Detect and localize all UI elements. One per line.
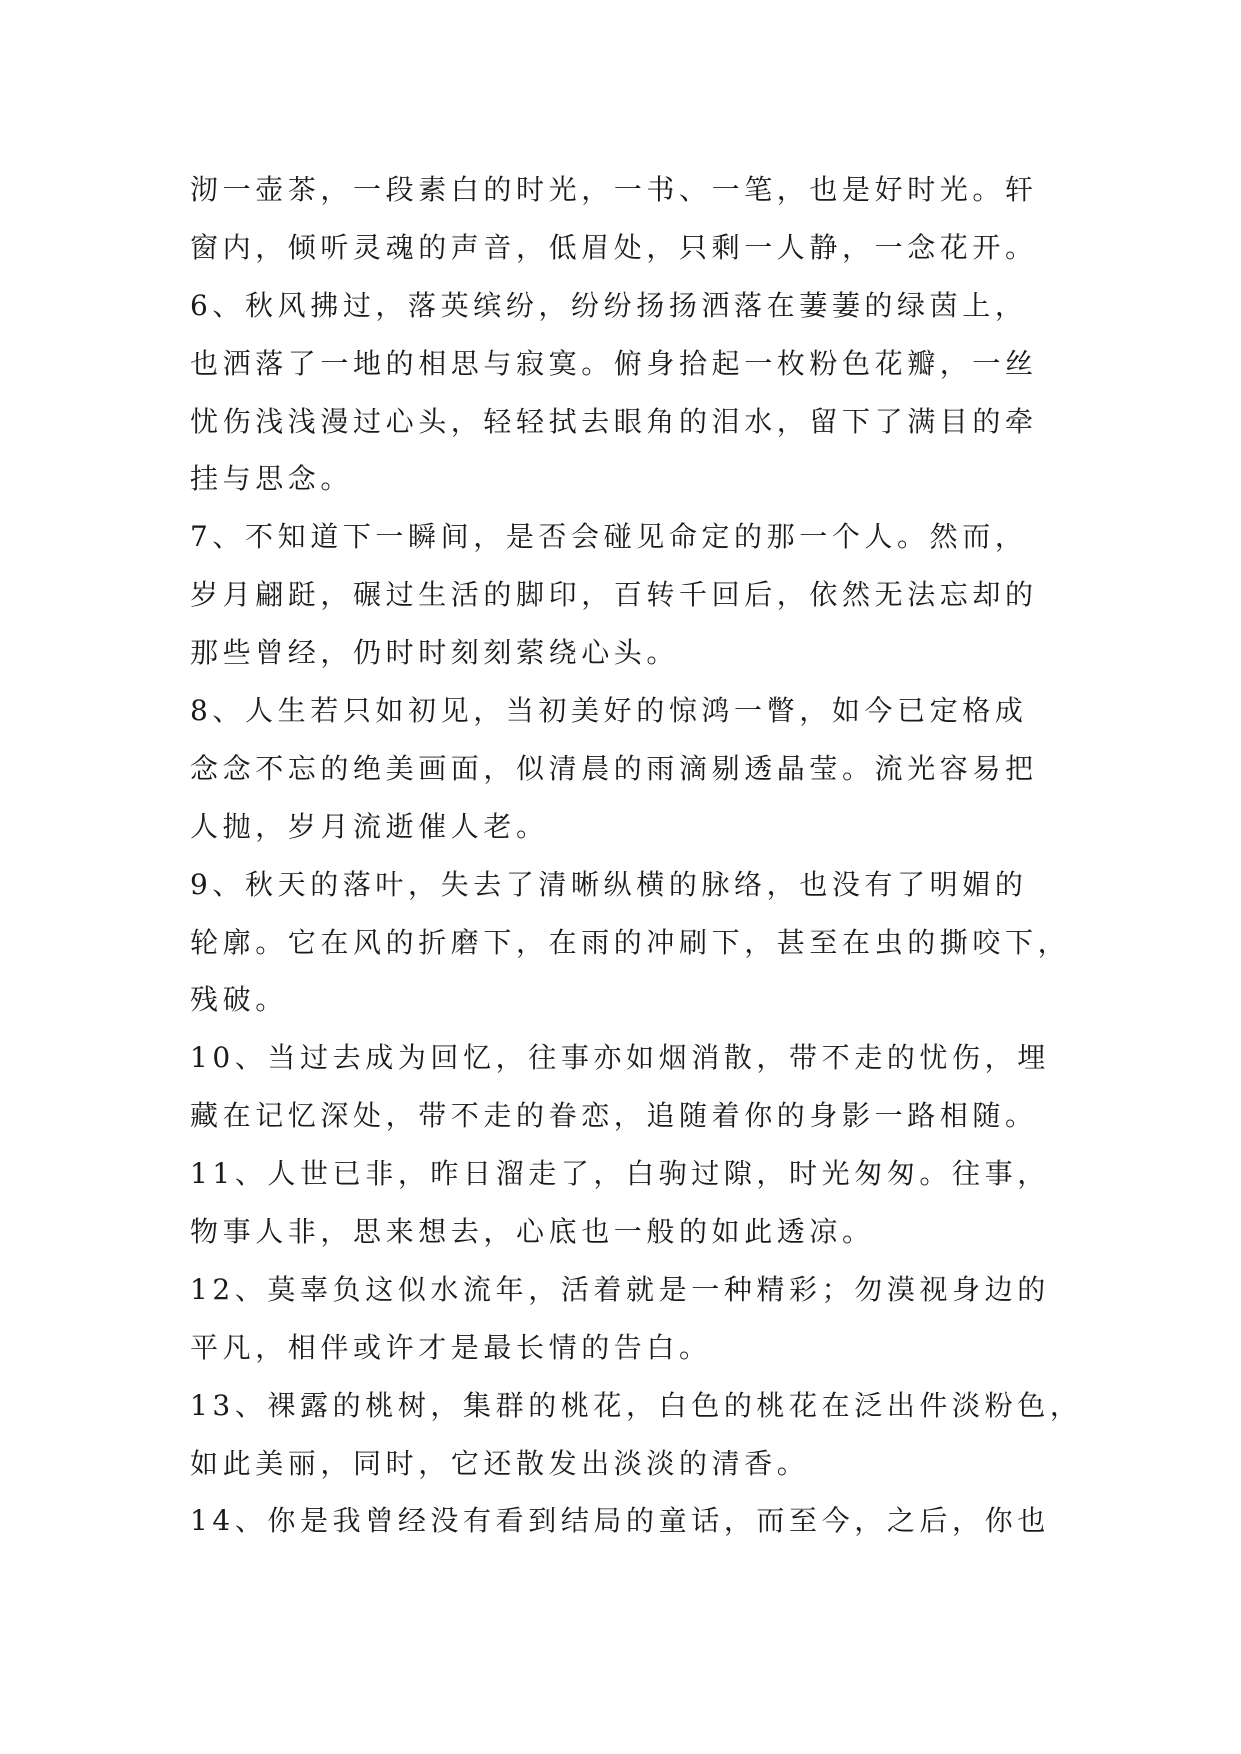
text-line: 如此美丽，同时，它还散发出淡淡的清香。 bbox=[190, 1446, 810, 1480]
text-line: 残破。 bbox=[190, 983, 288, 1017]
text-line: 岁月翩跹，碾过生活的脚印，百转千回后，依然无法忘却的 bbox=[190, 578, 1038, 612]
text-line: 沏一壶茶，一段素白的时光，一书、一笔，也是好时光。轩 bbox=[190, 173, 1038, 206]
text-line: 6、秋风拂过，落英缤纷，纷纷扬扬洒落在萋萋的绿茵上， bbox=[190, 288, 1028, 322]
text-line: 窗内，倾听灵魂的声音，低眉处，只剩一人静，一念花开。 bbox=[190, 230, 1038, 264]
text-line: 藏在记忆深处，带不走的眷恋，追随着你的身影一路相随。 bbox=[190, 1099, 1038, 1133]
text-line: 那些曾经，仍时时刻刻萦绕心头。 bbox=[190, 636, 680, 670]
text-line: 13、裸露的桃树，集群的桃花，白色的桃花在泛出件淡粉色， bbox=[190, 1388, 1083, 1422]
text-line: 人抛，岁月流逝催人老。 bbox=[190, 809, 549, 843]
text-line: 11、人世已非，昨日溜走了，白驹过隙，时光匆匆。往事， bbox=[190, 1157, 1050, 1191]
text-line: 平凡，相伴或许才是最长情的告白。 bbox=[190, 1330, 712, 1364]
text-line: 念念不忘的绝美画面，似清晨的雨滴剔透晶莹。流光容易把 bbox=[190, 751, 1038, 785]
body-text bbox=[190, 161, 1083, 1550]
text-line: 也洒落了一地的相思与寂寞。俯身拾起一枚粉色花瓣，一丝 bbox=[190, 346, 1038, 380]
text-line: 10、当过去成为回忆，往事亦如烟消散，带不走的忧伤，埋 bbox=[190, 1041, 1050, 1075]
text-line: 物事人非，思来想去，心底也一般的如此透凉。 bbox=[190, 1215, 875, 1249]
text-line: 14、你是我曾经没有看到结局的童话，而至今，之后，你也 bbox=[190, 1504, 1050, 1538]
text-line: 7、不知道下一瞬间，是否会碰见命定的那一个人。然而， bbox=[190, 520, 1028, 554]
text-line: 8、人生若只如初见，当初美好的惊鸿一瞥，如今已定格成 bbox=[190, 694, 1028, 728]
text-line: 挂与思念。 bbox=[190, 462, 354, 496]
text-line: 忧伤浅浅漫过心头，轻轻拭去眼角的泪水，留下了满目的牵 bbox=[190, 404, 1038, 438]
text-line: 轮廓。它在风的折磨下，在雨的冲刷下，甚至在虫的撕咬下， bbox=[190, 925, 1071, 959]
text-line: 9、秋天的落叶，失去了清晰纵横的脉络，也没有了明媚的 bbox=[190, 867, 1028, 901]
text-line: 12、莫辜负这似水流年，活着就是一种精彩；勿漠视身边的 bbox=[190, 1272, 1050, 1306]
